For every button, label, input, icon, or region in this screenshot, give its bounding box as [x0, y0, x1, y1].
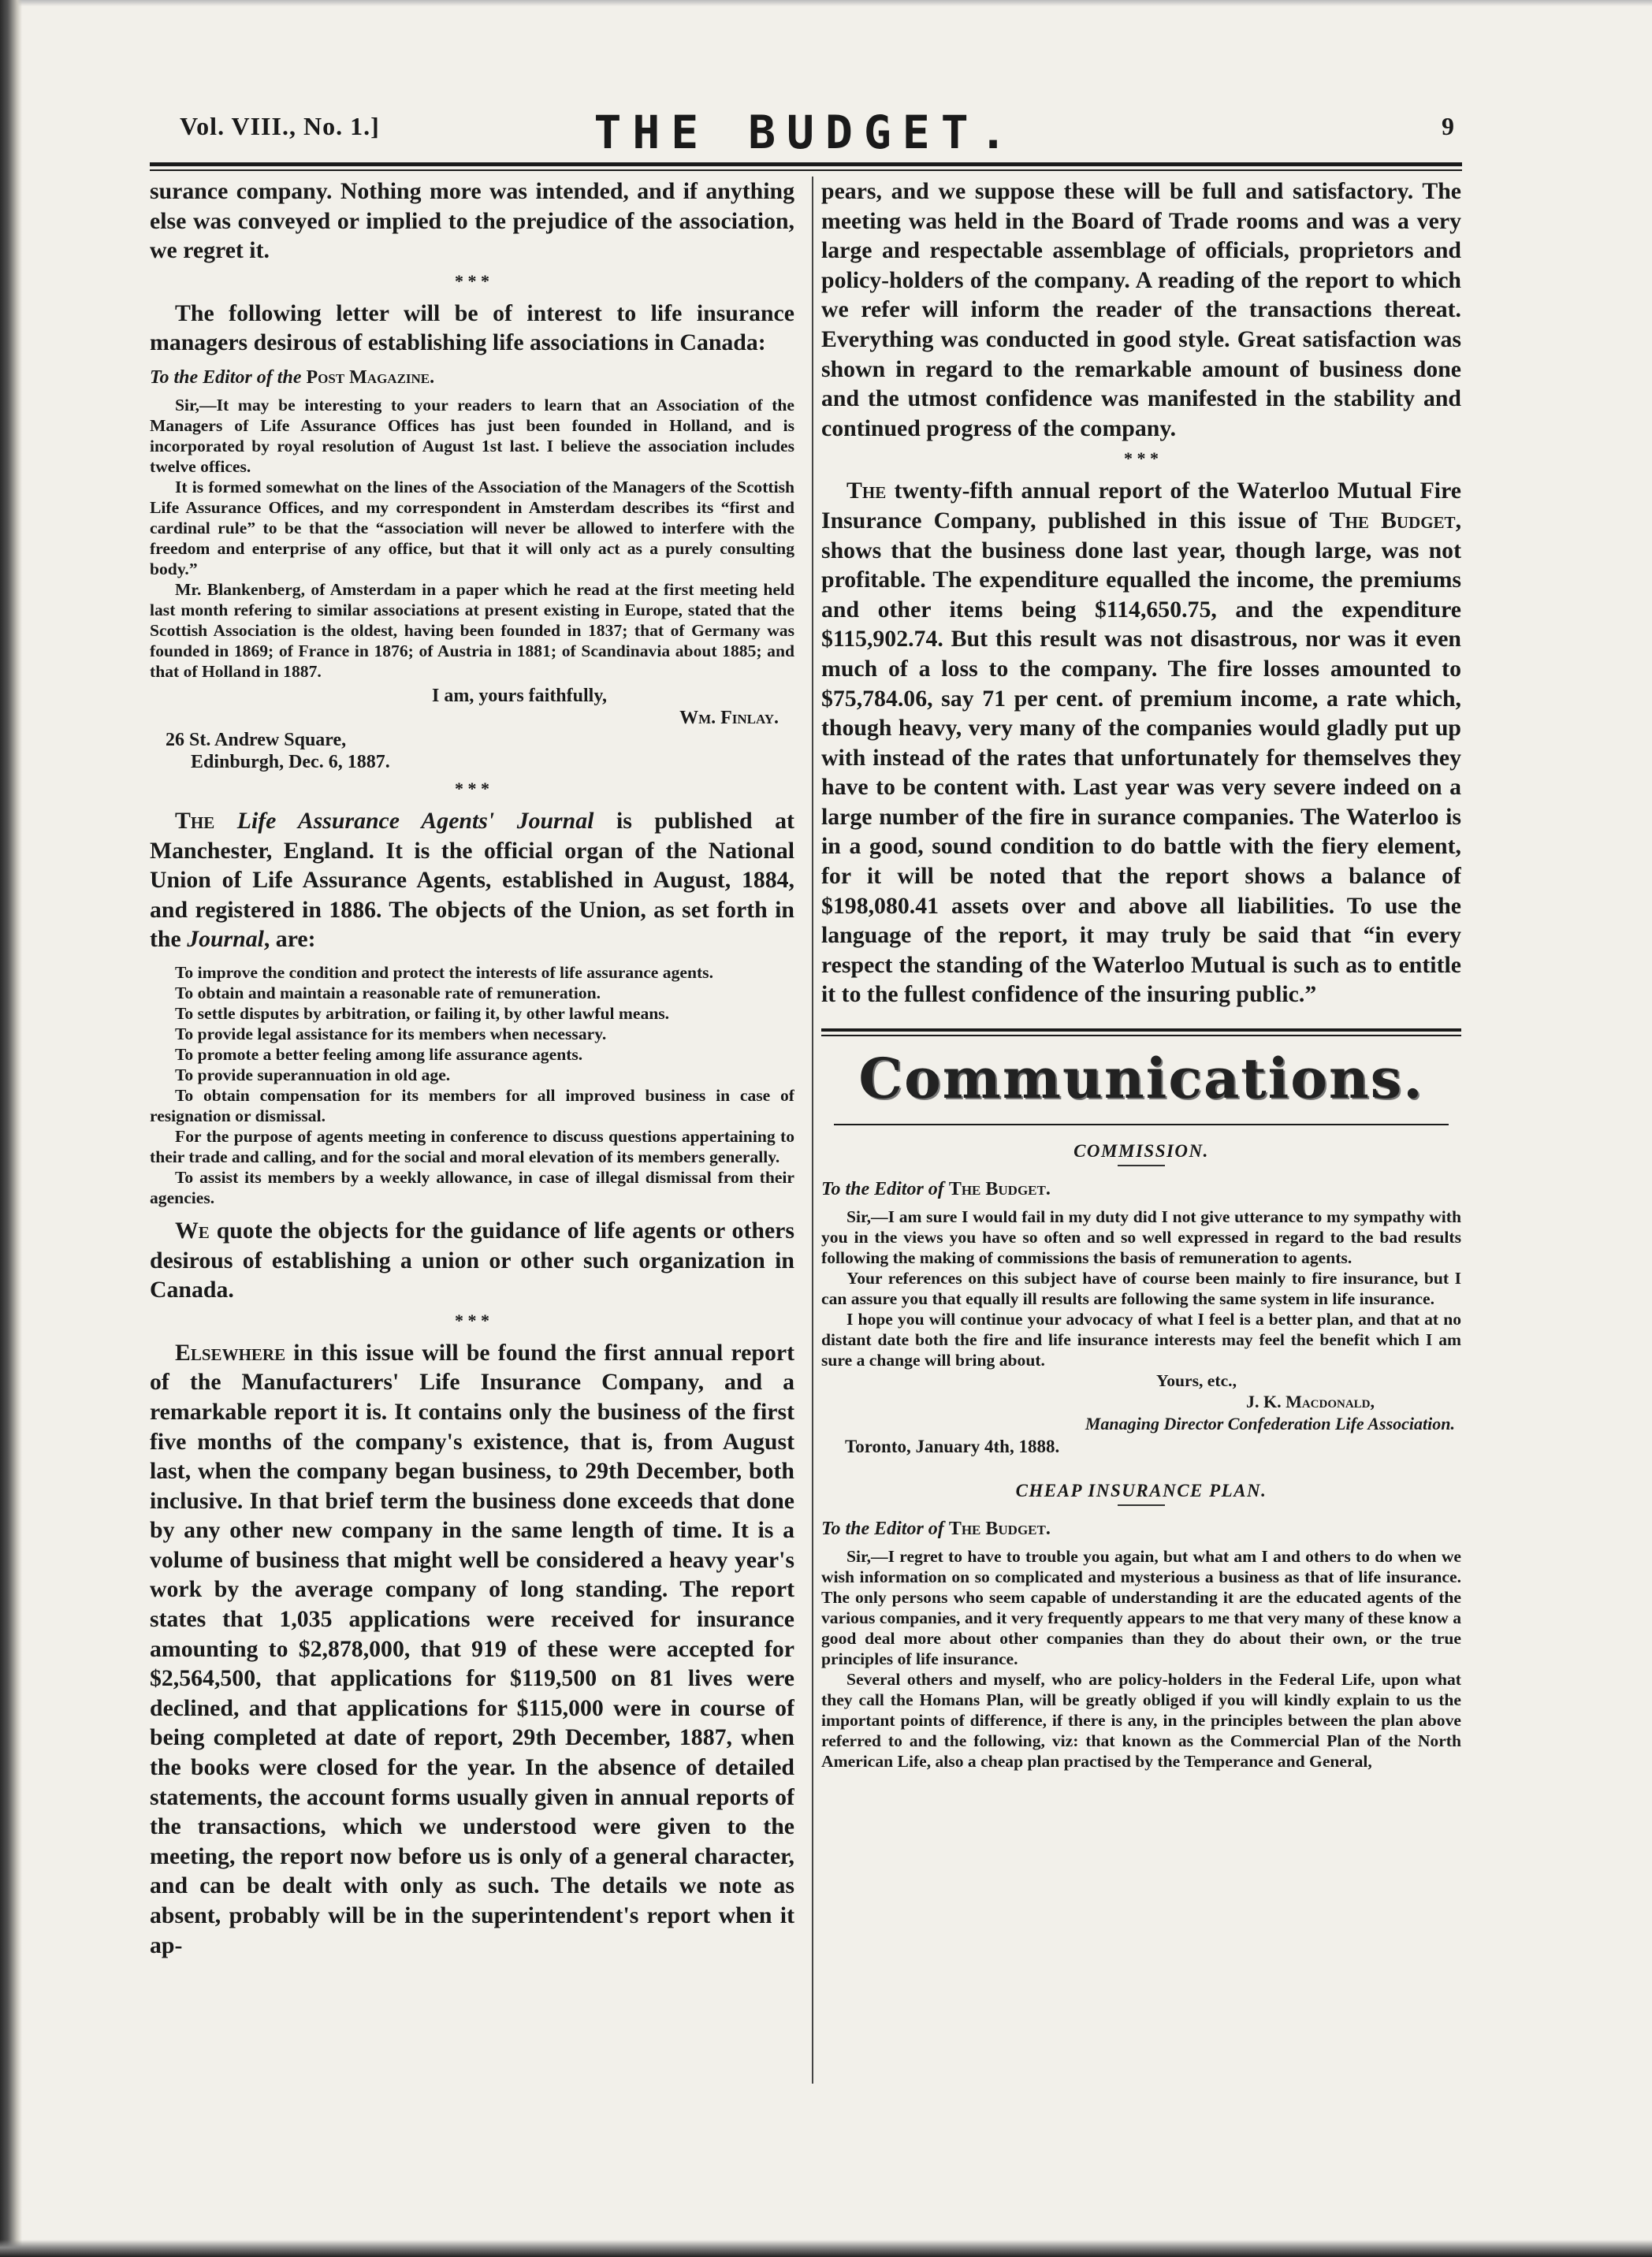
- signature-title: Managing Director Confederation Life Association.: [1085, 1414, 1455, 1434]
- volume-number: Vol. VIII., No. 1.]: [180, 112, 380, 140]
- letter-closing: I am, yours faithfully,: [431, 685, 608, 706]
- header-rule-thin: [150, 169, 1462, 171]
- paragraph-continued: surance company. Nothing more was intended, and if anything else was conveyed or implied to the prejudice of the association, we regret it.: [150, 178, 794, 264]
- paragraph-journal: The Life Assurance Agents' Journal is published at Manchester, England. It is the official organ of the National Union of Life Assurance Agents, established in August, 1884, and registered in 1886. The objects of the Union, as set forth in the Journal, are:: [150, 807, 794, 953]
- letter-paragraph: Several others and myself, who are policy-holders in the Federal Life, upon what they call the Homans Plan, will be greatly obliged if you will kindly explain to us the important points of difference, if there is any, in the principles between the plan above referred to and the following, viz: that known as the Commercial Plan of the North American Life, also a cheap plan practised by the Temperance and General,: [821, 1670, 1461, 1772]
- paragraph-letter-intro: The following letter will be of interest to life insurance managers desirous of establishing life associations in Canada:: [150, 299, 794, 356]
- letter-paragraph: Sir,—It may be interesting to your readers to learn that an Association of the Managers of Life Assurance Offices has just been founded in Holland, and is incorporated by royal resolution of August 1st last. I believe the association includes twelve offices.: [150, 395, 794, 476]
- page-header: [150, 106, 1462, 159]
- page-edge-top: [0, 0, 1652, 6]
- page-number: 9: [1442, 112, 1454, 140]
- section-rule-thin: [821, 1035, 1461, 1036]
- article-heading-cheap-plan: CHEAP INSURANCE PLAN.: [1015, 1481, 1267, 1501]
- asterism: * * *: [455, 270, 489, 291]
- objects-list: [150, 962, 794, 1208]
- letter-date: Toronto, January 4th, 1888.: [845, 1437, 1060, 1457]
- column-divider: [812, 177, 813, 2084]
- letter-salutation: To the Editor of The Budget.: [821, 1179, 1051, 1200]
- letter-paragraph: Sir,—I regret to have to trouble you again, but what am I and others to do when we wish information on so complicated and mysterious a business as that of life insurance. The only persons who seem capable of understanding it are the educated agents of the various companies, and it very frequently appears to me that very many of these know a good deal more about other companies than they do about their own, or the true principles of life insurance.: [821, 1547, 1461, 1669]
- letter-signature: Wm. Finlay.: [679, 707, 779, 728]
- section-title-communications: Communications.: [858, 1046, 1424, 1112]
- list-item: To promote a better feeling among life assurance agents.: [175, 1044, 583, 1064]
- page-bottom-edge: [0, 2240, 1652, 2257]
- list-item: To settle disputes by arbitration, or failing it, by other lawful means.: [175, 1003, 670, 1023]
- letter-paragraph: Your references on this subject have of course been mainly to fire insurance, but I can assure you that equally ill results are following the same system in life insurance.: [821, 1269, 1461, 1309]
- list-item: To obtain compensation for its members for all improved business in case of resignation or dismissal.: [150, 1085, 794, 1125]
- section-rule: [834, 1124, 1449, 1125]
- left-column: [150, 177, 794, 2092]
- section-rule-thick: [821, 1028, 1461, 1032]
- letter-closing: Yours, etc.,: [1156, 1371, 1237, 1391]
- paragraph-manufacturers-life: Elsewhere in this issue will be found the first annual report of the Manufacturers' Life Insurance Company, and a remarkable report it is. It contains only the business of the first five months of the company's existence, that is, from August last, when the company began business, to 29th December, both inclusive. In that brief term the business done exceeds that done by any other new company in the same length of time. It is a volume of business that might well be considered a heavy year's work by the average company of long standing. The report states that 1,035 applications were received for insurance amounting to $2,878,000, that 919 of these were accepted for $2,564,500, that applications for $119,500 on 81 lives were declined, and that applications for $115,000 were in course of being completed at date of report, 29th December, 1887, when the books were closed for the year. In the absence of detailed statements, the account forms usually given in annual reports of the transactions, which we understood were given to the meeting, the report now before us is only of a general character, and can be dealt with only as such. The details we note as absent, probably will be in the superintendent's report when it ap-: [150, 1339, 794, 1958]
- letter-paragraph: It is formed somewhat on the lines of the Association of the Managers of the Scottish Life Assurance Offices, and my correspondent in Amsterdam describes its “first and cardinal rule” to be that the “association will never be allowed to interfere with the freedom and enterprise of any office, but that it will only act as a purely consulting body.”: [150, 477, 794, 578]
- list-item: For the purpose of agents meeting in conference to discuss questions appertaining to their trade and calling, and for the social and moral elevation of its members generally.: [150, 1126, 794, 1166]
- letter-paragraph: Mr. Blankenberg, of Amsterdam in a paper which he read at the first meeting held last month refering to similar associations at present existing in Europe, stated that the Scottish Association is the oldest, having been founded in 1837; that of Germany was founded in 1869; of France in 1876; of Austria in 1881; of Scandinavia about 1885; and that of Holland in 1887.: [150, 579, 794, 681]
- list-item: To obtain and maintain a reasonable rate of remuneration.: [175, 983, 601, 1002]
- list-item: To improve the condition and protect the interests of life assurance agents.: [175, 962, 713, 982]
- list-item: To provide superannuation in old age.: [175, 1065, 451, 1084]
- letter-salutation: To the Editor of the Post Magazine.: [150, 366, 435, 388]
- asterism: * * *: [455, 778, 489, 798]
- header-rule-thick: [150, 162, 1462, 166]
- page-binding-edge: [0, 0, 22, 2257]
- list-item: To assist its members by a weekly allowance, in case of illegal dismissal from their agencies.: [150, 1167, 794, 1207]
- paragraph-quote-objects: We quote the objects for the guidance of life agents or others desirous of establishing a union or other such organization in Canada.: [150, 1217, 794, 1303]
- paragraph-waterloo: The twenty-fifth annual report of the Waterloo Mutual Fire Insurance Company, published in this issue of The Budget, shows that the business done last year, though large, was not profitable. The expenditure equalled the income, the premiums and other items being $114,650.75, and the expenditure $115,902.74. But this result was not disastrous, nor was it even much of a loss to the company. The fire losses amounted to $75,784.06, say 71 per cent. of premium income, a rate which, though heavy, very many of the companies would gladly put up with instead of the rates that unfortunately for themselves they have to be content with. Last year was very severe indeed on a large number of the fire in surance companies. The Waterloo is in a good, sound condition to do battle with the fiery element, for it will be noted that the report shows a balance of $198,080.41 assets over and above all liabilities. To use the language of the report, it may truly be said that “in every respect the standing of the Waterloo Mutual is such as to entitle it to the fullest confidence of the insuring public.”: [821, 478, 1461, 1008]
- article-heading-commission: COMMISSION.: [1073, 1141, 1209, 1162]
- asterism: * * *: [455, 1310, 489, 1330]
- right-column: [821, 177, 1461, 2092]
- letter-address: 26 St. Andrew Square,: [166, 729, 347, 750]
- publication-title: THE BUDGET.: [593, 106, 1018, 159]
- letter-address: Edinburgh, Dec. 6, 1887.: [191, 751, 390, 772]
- letter-salutation: To the Editor of The Budget.: [821, 1519, 1051, 1540]
- asterism: * * *: [1124, 448, 1159, 469]
- list-item: To provide legal assistance for its members when necessary.: [175, 1024, 607, 1043]
- letter-paragraph: I hope you will continue your advocacy of what I feel is a better plan, and that at no distant date both the fire and life insurance interests may feel the benefit which I am sure a change will bring about.: [821, 1310, 1461, 1370]
- letter-paragraph: Sir,—I am sure I would fail in my duty did I not give utterance to my sympathy with you in the views you have so often and so well expressed in regard to the bad results following the making of commissions the basis of remuneration to agents.: [821, 1207, 1461, 1268]
- paragraph-continued: pears, and we suppose these will be full and satisfactory. The meeting was held in the Board of Trade rooms and was a very large and respectable assemblage of officials, proprietors and policy-holders of the company. A reading of the report to which we refer will inform the reader of the transactions thereat. Everything was conducted in good style. Great satisfaction was shown in regard to the remarkable amount of business done and the utmost confidence was manifested in the stability and continued progress of the company.: [821, 178, 1461, 441]
- heading-dash: [1118, 1165, 1165, 1166]
- letter-signature: J. K. Macdonald,: [1245, 1392, 1375, 1412]
- heading-dash: [1118, 1504, 1165, 1506]
